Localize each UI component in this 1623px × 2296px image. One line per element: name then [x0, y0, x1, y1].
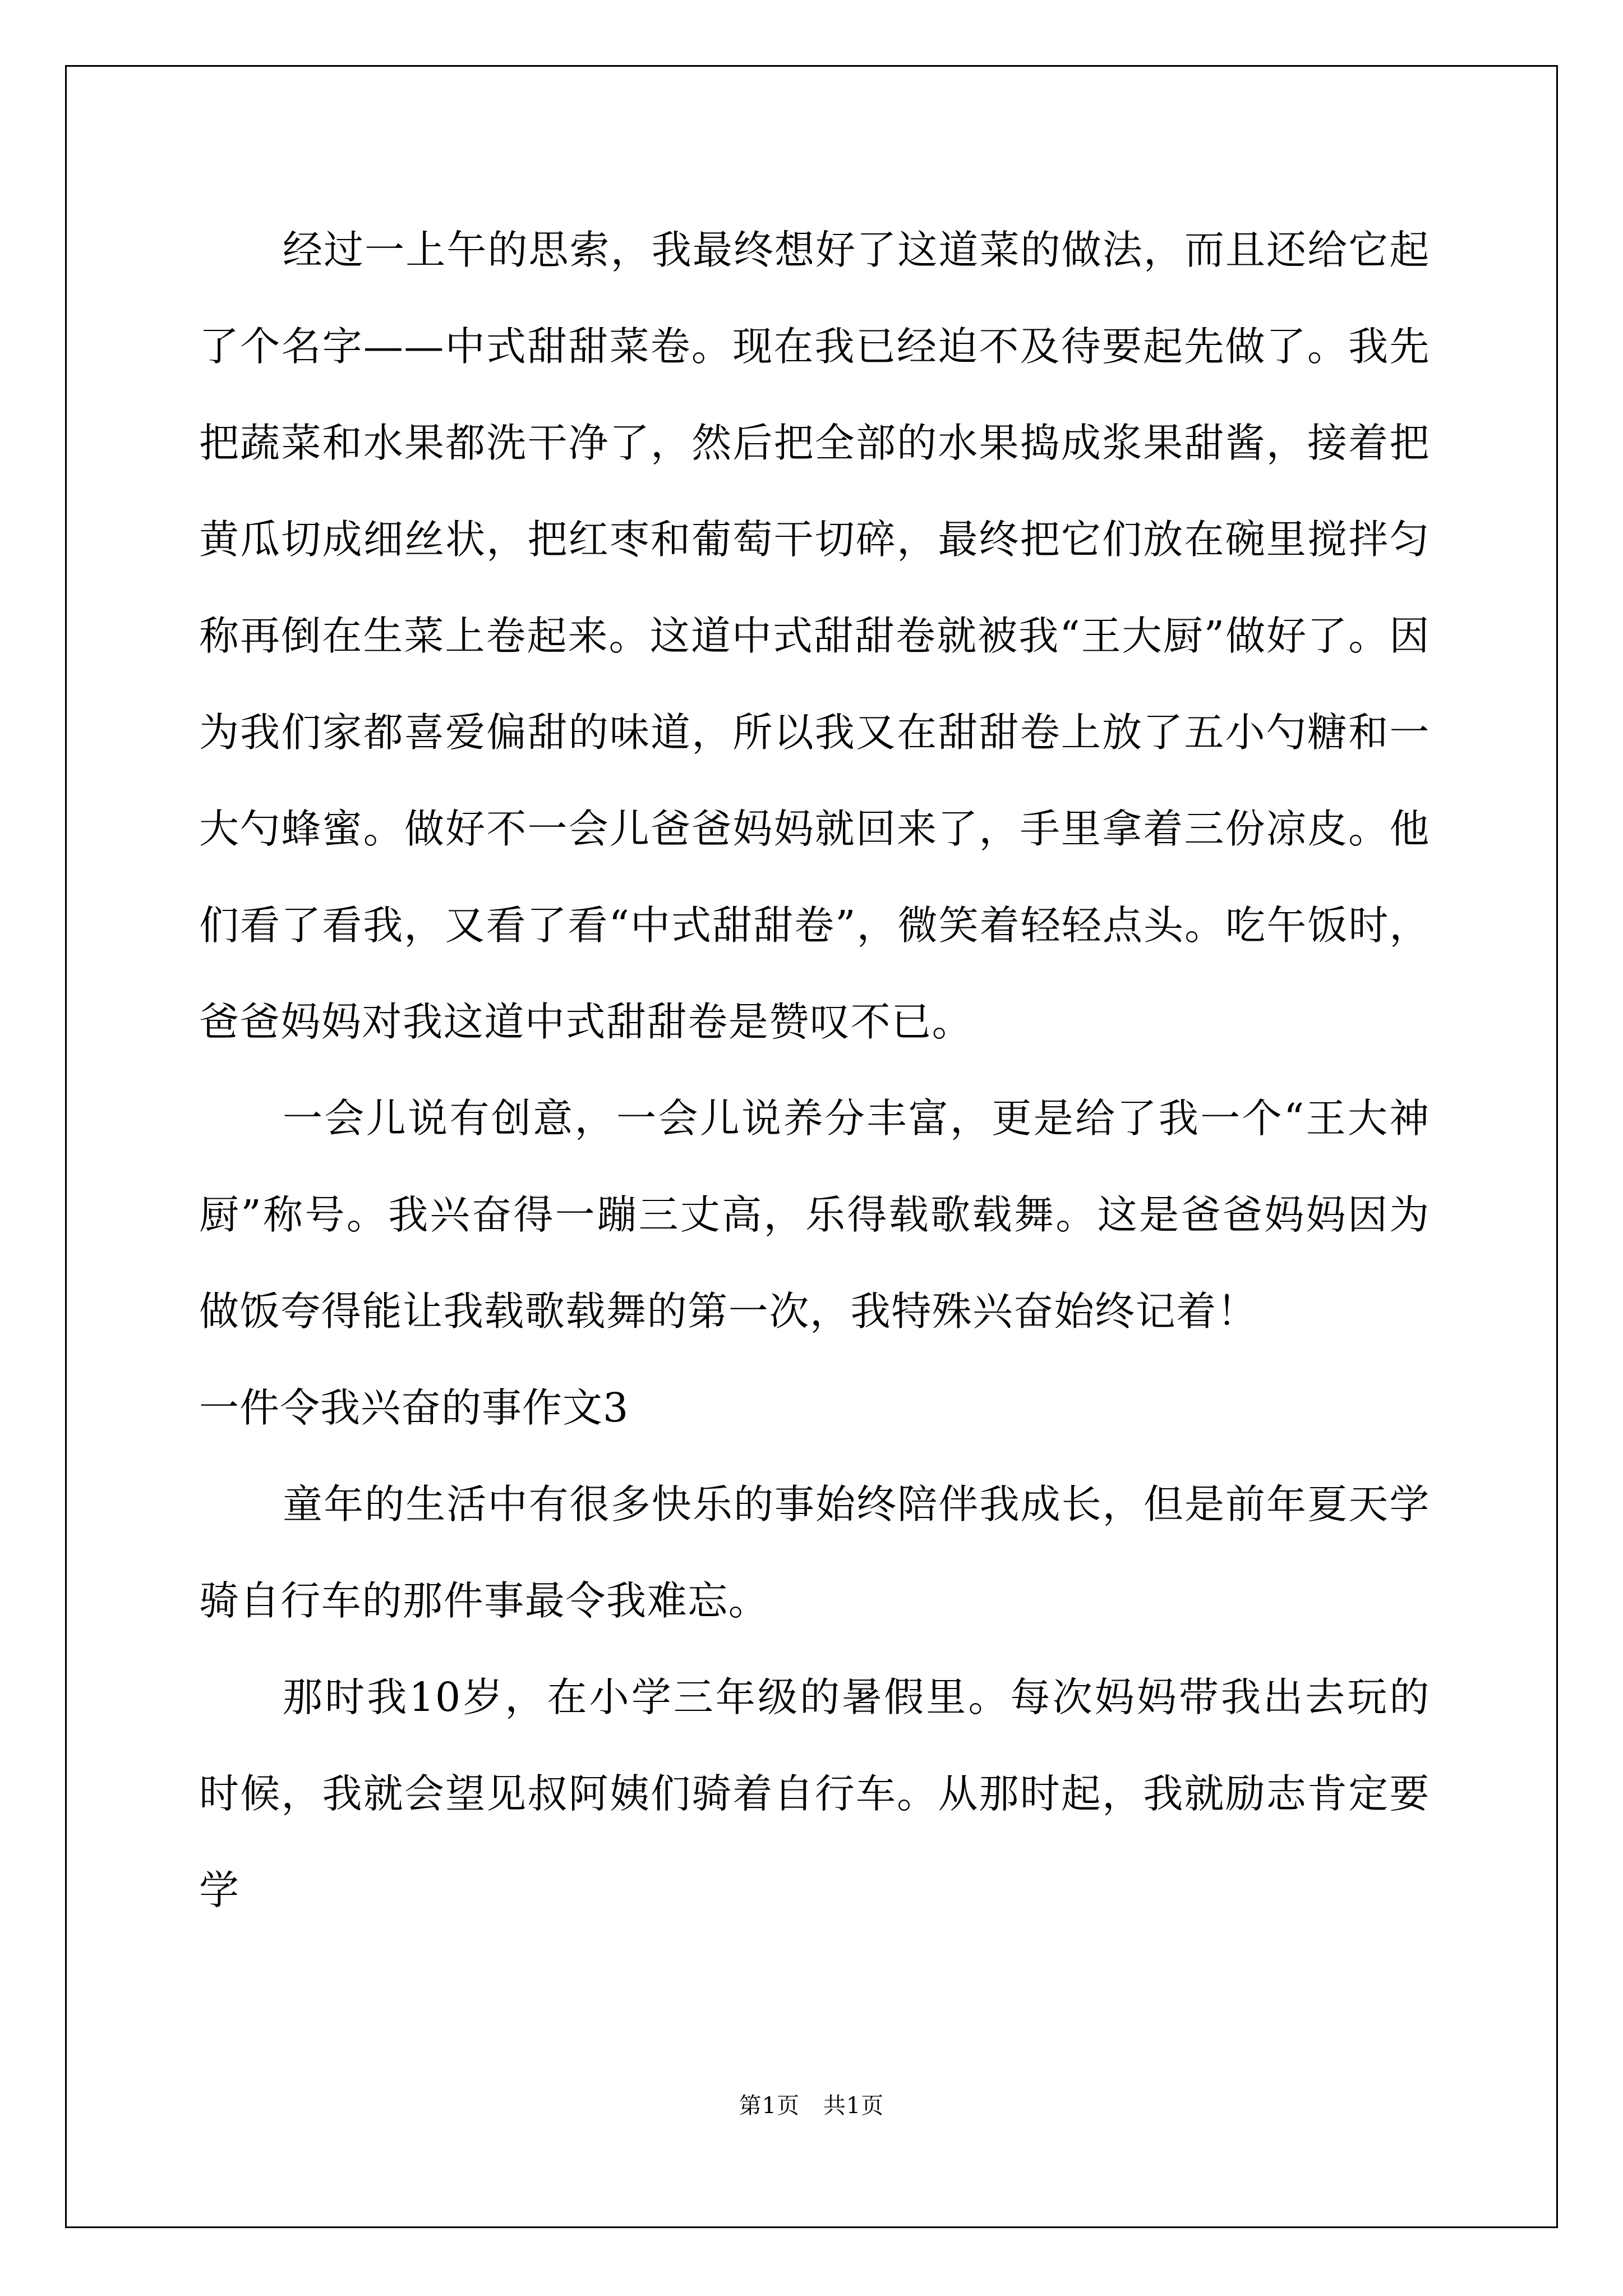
document-body	[199, 202, 1430, 1939]
section-heading: 一件令我兴奋的事作文3	[199, 1384, 629, 1431]
page-number: 第1页	[739, 2093, 800, 2119]
paragraph: 童年的生活中有很多快乐的事始终陪伴我成长，但是前年夏天学骑自行车的那件事最令我难忘。	[199, 1481, 1430, 1624]
paragraph: 一会儿说有创意，一会儿说养分丰富，更是给了我一个“王大神厨”称号。我兴奋得一蹦三丈高，乐得载歌载舞。这是爸爸妈妈因为做饭夸得能让我载歌载舞的第一次，我特殊兴奋始终记着！	[199, 1095, 1430, 1335]
page-footer	[0, 2088, 1623, 2120]
paragraph: 经过一上午的思索，我最终想好了这道菜的做法，而且还给它起了个名字——中式甜甜菜卷。现在我已经迫不及待要起先做了。我先把蔬菜和水果都洗干净了，然后把全部的水果捣成浆果甜酱，接着把黄瓜切成细丝状，把红枣和葡萄干切碎，最终把它们放在碗里搅拌匀称再倒在生菜上卷起来。这道中式甜甜卷就被我“王大厨”做好了。因为我们家都喜爱偏甜的味道，所以我又在甜甜卷上放了五小勺糖和一大勺蜂蜜。做好不一会儿爸爸妈妈就回来了，手里拿着三份凉皮。他们看了看我，又看了看“中式甜甜卷”，微笑着轻轻点头。吃午饭时，爸爸妈妈对我这道中式甜甜卷是赞叹不已。	[199, 227, 1430, 1045]
page-count: 共1页	[823, 2093, 884, 2119]
paragraph: 那时我10岁，在小学三年级的暑假里。每次妈妈带我出去玩的时候，我就会望见叔阿姨们骑着自行车。从那时起，我就励志肯定要学	[199, 1674, 1430, 1913]
